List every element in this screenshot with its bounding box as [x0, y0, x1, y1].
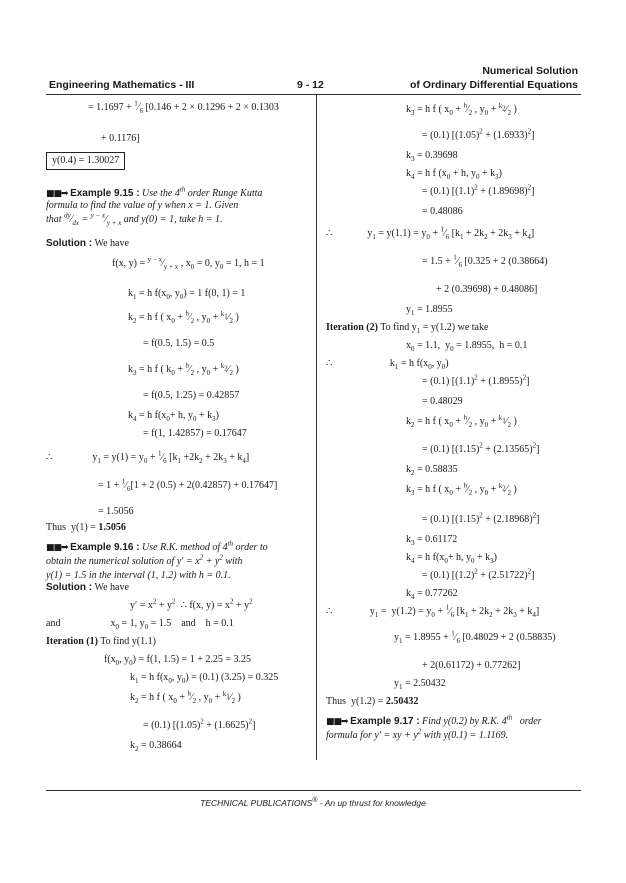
- eq-line: = 1.5056: [98, 506, 134, 517]
- eq-line: f(x, $y) = ^{y - x}⁄_{y + x}$ , $x_0 = 0$, $y_0 = 1$, h = 1: [112, 255, 265, 271]
- eq-line: $k_3 = 0.61172$: [406, 534, 458, 547]
- eq-line: = $1.1697 + ^1⁄_6$ [0.146 + 2 × 0.1296 + 2 × 0.1303: [88, 99, 279, 115]
- iteration-label: Iteration (1): [46, 636, 98, 647]
- example-arrow-icon: ■■➡: [46, 189, 68, 199]
- solution-line: [46, 238, 129, 250]
- iteration-line: [46, 636, 156, 648]
- eq-line: $x_0 = 1.1$, $y_0 = 1.8955$, h = 0.1: [406, 340, 528, 353]
- iteration-text: To find y(1.1): [100, 636, 156, 647]
- example-text: obtain the numerical solution of $y' = x^2 + y^2$ with: [46, 553, 243, 567]
- eq-line: + 0.1176]: [101, 133, 140, 144]
- iteration-line: [326, 322, 488, 334]
- header-rule: [46, 94, 581, 95]
- eq-line: $k_2 = h$ f ( $x_0$ + $^h⁄_2$ , $y_0$ + $^{k_1}⁄_2$ ): [128, 309, 239, 325]
- footer-brand: TECHNICAL PUBLICATIONS: [200, 798, 313, 808]
- example-text: y(1) = 1.5 in the interval (1, 1.2) with h = 0.1.: [46, 570, 231, 581]
- iteration-label: Iteration (2): [326, 322, 378, 333]
- example-arrow-icon: ■■➡: [326, 717, 348, 727]
- iteration-text: To find $y_1 = y(1.2)$ we take: [380, 322, 489, 335]
- solution-line: [46, 582, 129, 594]
- solution-text: We have: [94, 238, 129, 249]
- eq-line: = (0.1) $[(1.15)^2 + (2.13565)^2]$: [422, 441, 540, 455]
- result-line: Thus y(1.2) = 2.50432: [326, 696, 419, 707]
- eq-line: = $1 + ^1⁄_6[1 + 2$ (0.5) + 2(0.42857) + 0.17647]: [98, 477, 278, 493]
- eq-line: = 0.48086: [422, 206, 463, 217]
- eq-line: = (0.1) $[(1.1)^2 + (1.89698)^2]$: [422, 183, 535, 197]
- result-line: Thus y(1) = 1.5056: [46, 522, 126, 533]
- eq-line: = (0.1) $[(1.2)^2 + (2.51722)^2]$: [422, 567, 535, 581]
- footer-tagline: - An up thrust for knowledge: [317, 798, 426, 808]
- eq-line: $y_1 = 2.50432$: [394, 678, 446, 691]
- example-text: that $^{dy}⁄_{dx}$ = $^{y - x}⁄_{y + x}$ and y(0) = 1, take h = 1.: [46, 211, 223, 227]
- eq-line: $k_1 = h$ $f(x_0$, $y_0) = 1$ f(0, 1) = 1: [128, 288, 246, 301]
- eq-line: $k_3 = 0.39698$: [406, 150, 458, 163]
- column-divider: [316, 95, 317, 760]
- eq-line: $k_4 = h$ $f(x_0+ h$, $y_0 + k_3$): [128, 410, 219, 423]
- solution-text: We have: [94, 582, 129, 593]
- eq-line: = (0.1) $[(1.05)^2 + (1.6933)^2]$: [422, 127, 535, 141]
- running-header-right-top: Numerical Solution: [482, 65, 578, 77]
- eq-line: $k_2 = h$ f ( $x_0$ + $^h⁄_2$ , $y_0$ + $^{k_1}⁄_2$ ): [130, 689, 241, 705]
- eq-line: ∴ $y_1 = y(1.1) = y_0$ + $^1⁄_6$ $[k_1 + 2k_2 + 2k_3 + k_4]$: [326, 225, 535, 241]
- eq-line: ∴ $y_1 = y(1.2) = y_0$ + $^1⁄_6$ $[k_1 + 2k_2 + 2k_3 + k_4]$: [326, 603, 540, 619]
- example-heading: ■■➡ Example 9.15 : Use the 4th order Runge Kutta: [46, 185, 263, 199]
- eq-line: ∴ $y_1 = y(1) = y_0$ + $^1⁄_6$ $[k_1 +2k_2 + 2k_3 + k_4]$: [46, 449, 250, 465]
- eq-line: = $1.5 + ^1⁄_6$ [0.325 + 2 (0.38664): [422, 253, 548, 269]
- eq-line: $k_3 = h$ f ( $k_0$ + $^h⁄_2$ , $y_0$ + $^{k_2}⁄_2$ ): [128, 361, 239, 377]
- eq-line: $k_3 = h$ f ( $x_0$ + $^h⁄_2$ , $y_0$ + $^{k_2}⁄_2$ ): [406, 101, 517, 117]
- eq-line: $k_1 = h$ $f(x_0$, $y_0) = (0.1)$ (3.25) = 0.325: [130, 672, 279, 685]
- example-heading: ■■➡ Example 9.16 : Use R.K. method of 4th order to: [46, 539, 268, 553]
- eq-line: $k_2 = h$ f ( $x_0$ + $^h⁄_2$ , $y_0$ + $^{k_1}⁄_2$ ): [406, 413, 517, 429]
- example-label: Example 9.15 :: [70, 188, 140, 199]
- eq-line: and $x_0 = 1$, $y_0 = 1.5$ and h = 0.1: [46, 618, 234, 631]
- footer-rule: [46, 790, 581, 791]
- page-number: 9 - 12: [297, 79, 324, 91]
- eq-line: + 2 (0.39698) + 0.48086]: [436, 284, 538, 295]
- eq-line: = (0.1) $[(1.15)^2 + (2.18968)^2]$: [422, 511, 540, 525]
- footer: [0, 798, 626, 808]
- eq-line: $y' = x^2 + y^2$ ∴ f(x, $y) = x^2 + y^2$: [130, 597, 253, 611]
- solution-label: Solution :: [46, 238, 93, 249]
- eq-line: = f(1, 1.42857) = 0.17647: [143, 428, 247, 439]
- example-heading: ■■➡ Example 9.17 : Find y(0.2) by R.K. 4th order: [326, 713, 542, 727]
- eq-line: $f(x_0$, $y_0) = f(1$, 1.5) = 1 + 2.25 = 3.25: [104, 654, 252, 667]
- eq-line: = (0.1) $[(1.1)^2 + (1.8955)^2]$: [422, 373, 530, 387]
- running-header-left: Engineering Mathematics - III: [49, 79, 195, 91]
- running-header-right-bottom: of Ordinary Differential Equations: [409, 79, 578, 91]
- example-arrow-icon: ■■➡: [46, 543, 68, 553]
- eq-line: $k_3 = h$ f ( $x_0$ + $^h⁄_2$ , $y_0$ + $^{k_2}⁄_2$ ): [406, 481, 517, 497]
- eq-line: $k_2 = 0.38664$: [130, 740, 182, 753]
- example-label: Example 9.17 :: [350, 716, 420, 727]
- example-label: Example 9.16 :: [70, 542, 140, 553]
- example-text: formula for y′ = xy + $y^2$ with y(0.1) = 1.1169.: [326, 727, 509, 741]
- eq-line: ∴ $k_1 = h$ $f(x_0$, $y_0$): [326, 358, 449, 371]
- eq-line: + 2(0.61172) + 0.77262]: [422, 660, 521, 671]
- example-text: formula to find the value of y when x = 1. Given: [46, 200, 239, 211]
- boxed-result: y(0.4) = 1.30027: [46, 152, 125, 170]
- eq-line: $y_1 = 1.8955$: [406, 304, 453, 317]
- footer-registered: ®: [312, 797, 318, 805]
- eq-line: = f(0.5, 1.5) = 0.5: [143, 338, 215, 349]
- eq-line: $k_2 = 0.58835$: [406, 464, 458, 477]
- eq-line: = f(0.5, 1.25) = 0.42857: [143, 390, 240, 401]
- eq-line: = 0.48029: [422, 396, 463, 407]
- eq-line: $k_4 = 0.77262$: [406, 588, 458, 601]
- eq-line: $y_1 = 1.8955$ + $^1⁄_6$ [0.48029 + 2 (0.58835): [394, 629, 556, 645]
- eq-line: $k_4 = h$ f ($x_0 + h$, $y_0 + k_3$): [406, 168, 502, 181]
- solution-label: Solution :: [46, 582, 93, 593]
- eq-line: $k_4 = h$ $f(x_0+ h$, $y_0 + k_3$): [406, 552, 497, 565]
- eq-line: = (0.1) $[(1.05)^2 + (1.6625)^2]$: [143, 717, 256, 731]
